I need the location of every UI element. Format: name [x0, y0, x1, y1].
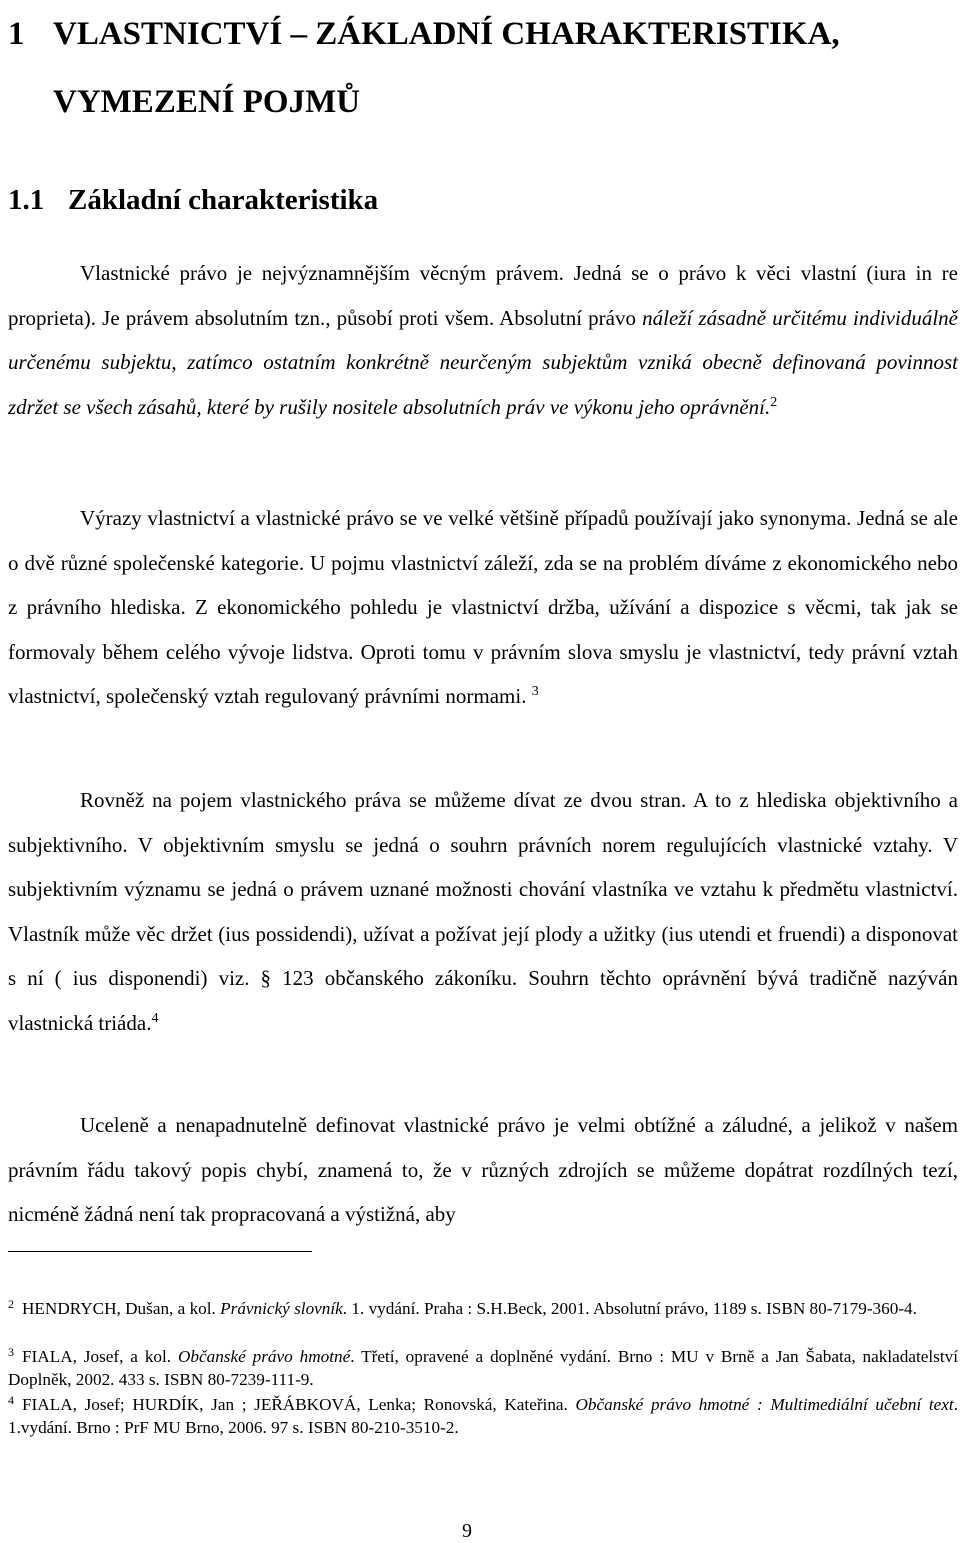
- footnote-title: Občanské právo hmotné: [177, 1347, 351, 1366]
- chapter-title-line1: VLASTNICTVÍ – ZÁKLADNÍ CHARAKTERISTIKA,: [53, 16, 840, 52]
- footnote-3: [8, 1346, 958, 1391]
- footnote-separator: [8, 1251, 312, 1252]
- section-heading: [8, 176, 378, 224]
- footnote-title: Právnický slovník: [220, 1299, 343, 1318]
- footnote-ref-3[interactable]: 3: [531, 684, 539, 699]
- footnote-text: HENDRYCH, Dušan, a kol.: [22, 1299, 221, 1318]
- chapter-number: 1: [8, 16, 25, 52]
- footnote-text: FIALA, Josef, a kol.: [22, 1347, 178, 1366]
- footnote-title: Občanské právo hmotné : Multimediální učební text: [575, 1395, 954, 1414]
- footnote-text: . 1.vydání. Brno : PrF MU Brno, 2006. 97 s. ISBN 80-210-3510-2.: [8, 1395, 958, 1437]
- paragraph-2: [8, 496, 958, 719]
- paragraph-4: [8, 1103, 958, 1237]
- footnote-2: [8, 1298, 958, 1321]
- chapter-title-line2: VYMEZENÍ POJMŮ: [53, 84, 361, 120]
- paragraph-1-text: Vlastnické právo je nejvýznamnějším věcným právem. Jedná se o právo k věci vlastní (iura in re proprieta). Je právem absolutním tzn., působí proti všem. Absolutní právo: [8, 261, 958, 330]
- section-title: Základní charakteristika: [68, 184, 379, 216]
- footnote-text: . Třetí, opravené a doplněné vydání. Brno : MU v Brně a Jan Šabata, nakladatelství Doplněk, 2002. 433 s. ISBN 80-7239-111-9.: [8, 1347, 958, 1389]
- paragraph-3: [8, 778, 958, 1045]
- page-number: 9: [462, 1520, 472, 1542]
- footnote-text: . 1. vydání. Praha : S.H.Beck, 2001. Absolutní právo, 1189 s. ISBN 80-7179-360-4.: [342, 1299, 917, 1318]
- footnote-number: 2: [8, 1297, 14, 1311]
- chapter-heading: [8, 0, 960, 136]
- footnote-4: [8, 1394, 958, 1439]
- footnote-text: FIALA, Josef; HURDÍK, Jan ; JEŘÁBKOVÁ, Lenka; Ronovská, Kateřina.: [22, 1395, 576, 1414]
- footnote-number: 4: [8, 1393, 14, 1407]
- footnote-number: 3: [8, 1345, 14, 1359]
- footnote-ref-2[interactable]: 2: [770, 394, 778, 410]
- paragraph-1-italic: náleží zásadně určitému individuálně určenému subjektu, zatímco ostatním konkrétně neurčeným subjektům vzniká obecně definovaná povinnost zdržet se všech zásahů, které by rušily nositele absolutních práv ve výkonu jeho oprávnění.: [8, 305, 958, 419]
- paragraph-1: [8, 251, 958, 429]
- section-number: 1.1: [8, 184, 45, 216]
- paragraph-4-text: Uceleně a nenapadnutelně definovat vlastnické právo je velmi obtížné a záludné, a jelikož v našem právním řádu takový popis chybí, znamená to, že v různých zdrojích se můžeme dopátrat rozdílných tezí, nicméně žádná není tak propracovaná a výstižná, aby: [8, 1113, 958, 1226]
- paragraph-2-text: Výrazy vlastnictví a vlastnické právo se ve velké většině případů používají jako synonyma. Jedná se ale o dvě různé společenské kategorie. U pojmu vlastnictví záleží, zda se na problém díváme z ekonomického nebo z právního hlediska. Z ekonomického pohledu je vlastnictví držba, užívání a dispozice s věcmi, tak jak se formovaly během celého vývoje lidstva. Oproti tomu v právním slova smyslu je vlastnictví, tedy právní vztah vlastnictví, společenský vztah regulovaný právními normami.: [8, 506, 958, 708]
- footnote-ref-4[interactable]: 4: [151, 1010, 159, 1026]
- document-page: [8, 0, 960, 1541]
- paragraph-3-text: Rovněž na pojem vlastnického práva se můžeme dívat ze dvou stran. A to z hlediska objektivního a subjektivního. V objektivním smyslu se jedná o souhrn právních norem regulujících vlastnické vztahy. V subjektivním významu se jedná o právem uznané možnosti chování vlastníka ve vztahu k předmětu vlastnictví. Vlastník může věc držet (ius possidendi), užívat a požívat její plody a užitky (ius utendi et fruendi) a disponovat s ní ( ius disponendi) viz. § 123 občanského zákoníku. Souhrn těchto oprávnění bývá tradičně nazýván vlastnická triáda.: [8, 788, 958, 1035]
